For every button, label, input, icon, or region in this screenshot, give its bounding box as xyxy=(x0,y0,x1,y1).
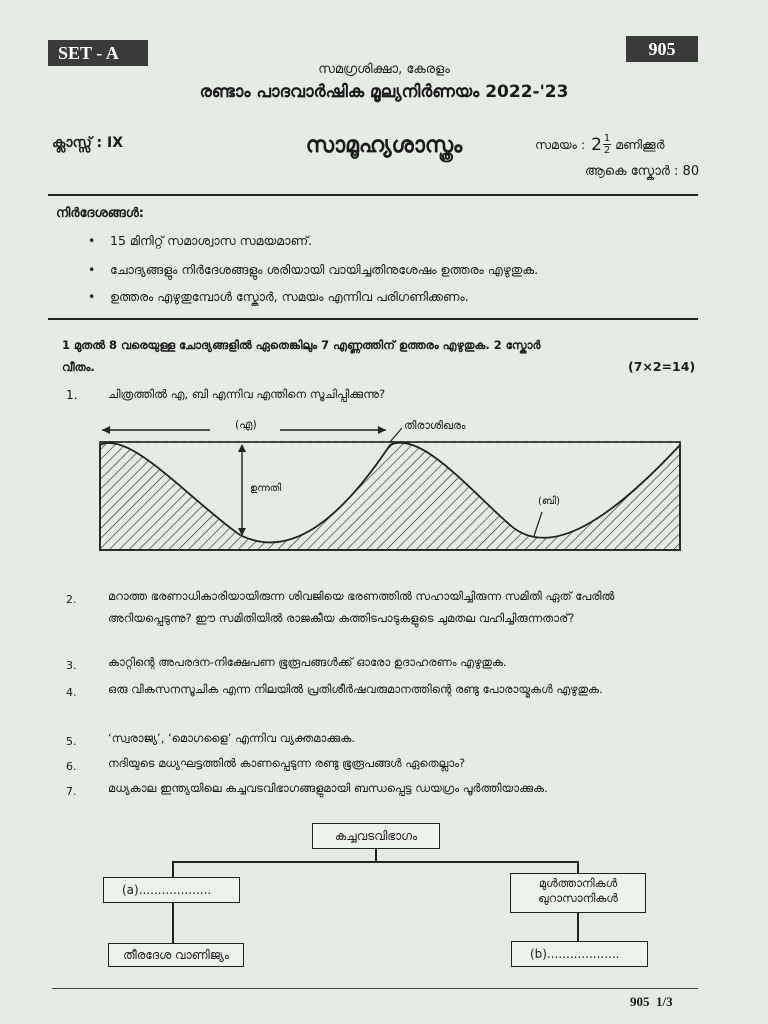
question-number: 5. xyxy=(66,735,77,748)
time-info xyxy=(535,133,664,156)
instruction-item: • 15 മിനിറ്റ് സമാശ്വാസ സമയമാണ്. xyxy=(88,233,313,248)
time-fraction xyxy=(603,133,611,156)
question-number: 2. xyxy=(66,593,77,606)
section-marks: (7×2=14) xyxy=(628,359,696,374)
right-category-line2: ഖുറാസാനികൾ xyxy=(538,891,618,905)
arrow-a-head-left xyxy=(102,426,110,434)
trough-pointer xyxy=(534,512,542,536)
set-label: SET - A xyxy=(48,40,148,66)
question-number: 1. xyxy=(66,388,78,402)
subject-title: സാമൂഹ്യശാസ്ത്രം xyxy=(305,133,463,158)
diagram-root-box: കച്ചവടവിഭാഗം xyxy=(312,823,440,849)
section-instruction: 1 മുതൽ 8 വരെയുള്ള ചോദ്യങ്ങളിൽ ഏതെങ്കിലും 7 എണ്ണത്തിന് ഉത്തരം എഴുതുക. 2 സ്കോർ xyxy=(62,338,541,352)
question-text: മറാത്ത ഭരണാധികാരിയായിരുന്ന ശിവജിയെ ഭരണത്തിൽ സഹായിച്ചിരുന്ന സമിതി ഏത് പേരിൽ അറിയപ്പെടുന്നു? ഈ സമിതിയിൽ രാജകീയ കത്തിടപാടുകളുടെ ചുമതല വഹിച്ചിരുന്നതാര്? xyxy=(108,589,615,625)
label-a: (എ) xyxy=(235,418,257,431)
label-crest: തിരാശിഖരം xyxy=(404,419,466,432)
question-number: 7. xyxy=(66,785,77,798)
coastal-trade-box: തീരദേശ വാണിജ്യം xyxy=(108,943,244,967)
header-divider xyxy=(48,194,698,196)
question-text: ചിത്രത്തിൽ എ, ബി എന്നിവ എന്തിനെ സൂചിപ്പിക്കുന്നു? xyxy=(108,387,386,401)
footer-divider xyxy=(52,988,698,989)
class-label: ക്ലാസ്സ് : IX xyxy=(52,135,123,151)
connector xyxy=(172,861,174,877)
wave-diagram xyxy=(90,410,690,560)
label-height: ഉന്നതി xyxy=(250,483,282,494)
page-number: 905 1/3 xyxy=(630,994,673,1009)
time-unit: മണിക്കൂർ xyxy=(615,136,665,152)
question-text: കാറ്റിന്റെ അപരദന-നിക്ഷേപണ ഭൂരൂപങ്ങൾക്ക് ഓരോ ഉദാഹരണം എഴുതുക. xyxy=(108,655,507,669)
question-number: 3. xyxy=(66,659,77,672)
section-instruction-cont: വീതം. xyxy=(62,360,95,374)
question-text: ‘സ്വരാജ്യ’, ‘മൊഗളൈ’ എന്നിവ വ്യക്തമാക്കുക. xyxy=(108,731,355,745)
instruction-item: • ചോദ്യങ്ങളും നിർദേശങ്ങളും ശരിയായി വായിച്ചതിനുശേഷം ഉത്തരം എഴുതുക. xyxy=(88,262,539,277)
time-numerator: 1 xyxy=(603,133,611,144)
org-name: സമഗ്രശിക്ഷാ, കേരളം xyxy=(318,62,450,77)
instructions-divider xyxy=(48,318,698,320)
blank-a-box: (a)................... xyxy=(103,877,240,903)
question-text: നദിയുടെ മധ്യഘട്ടത്തിൽ കാണപ്പെടുന്ന രണ്ടു ഭൂരൂപങ്ങൾ ഏതെല്ലാം? xyxy=(108,756,466,770)
paper-code: 905 xyxy=(626,36,698,62)
time-prefix: സമയം : xyxy=(535,136,586,152)
label-b: (ബി) xyxy=(538,496,561,507)
question-text: മധ്യകാല ഇന്ത്യയിലെ കച്ചവടവിഭാഗങ്ങളുമായി ബന്ധപ്പെട്ട ഡയഗ്രം പൂർത്തിയാക്കുക. xyxy=(108,781,548,795)
crest-pointer xyxy=(390,428,402,442)
question-number: 6. xyxy=(66,760,77,773)
connector xyxy=(577,861,579,873)
right-category-line1: മുൾത്താനികൾ xyxy=(538,876,618,890)
height-arrow-head-top xyxy=(238,444,246,452)
blank-b-box: (b)................... xyxy=(511,941,648,967)
exam-title: രണ്ടാം പാദവാർഷിക മൂല്യനിർണയം 2022-'23 xyxy=(199,82,569,102)
connector xyxy=(172,903,174,943)
connector xyxy=(172,861,578,863)
instruction-item: • ഉത്തരം എഴുതുമ്പോൾ സ്കോർ, സമയം എന്നിവ പരിഗണിക്കണം. xyxy=(88,289,469,304)
total-score: ആകെ സ്കോർ : 80 xyxy=(585,164,700,179)
time-whole: 2 xyxy=(591,134,602,155)
question-number: 4. xyxy=(66,686,77,699)
arrow-a-head-right xyxy=(378,426,386,434)
instructions-heading: നിർദേശങ്ങൾ: xyxy=(56,206,144,221)
time-denominator: 2 xyxy=(603,145,611,156)
wave-fill xyxy=(100,443,680,550)
connector xyxy=(577,913,579,943)
question-text: ഒരു വികസനസൂചിക എന്ന നിലയിൽ പ്രതിശീർഷവരുമാനത്തിന്റെ രണ്ടു പോരായ്മകൾ എഴുതുക. xyxy=(108,682,603,696)
right-category-box xyxy=(510,873,646,913)
